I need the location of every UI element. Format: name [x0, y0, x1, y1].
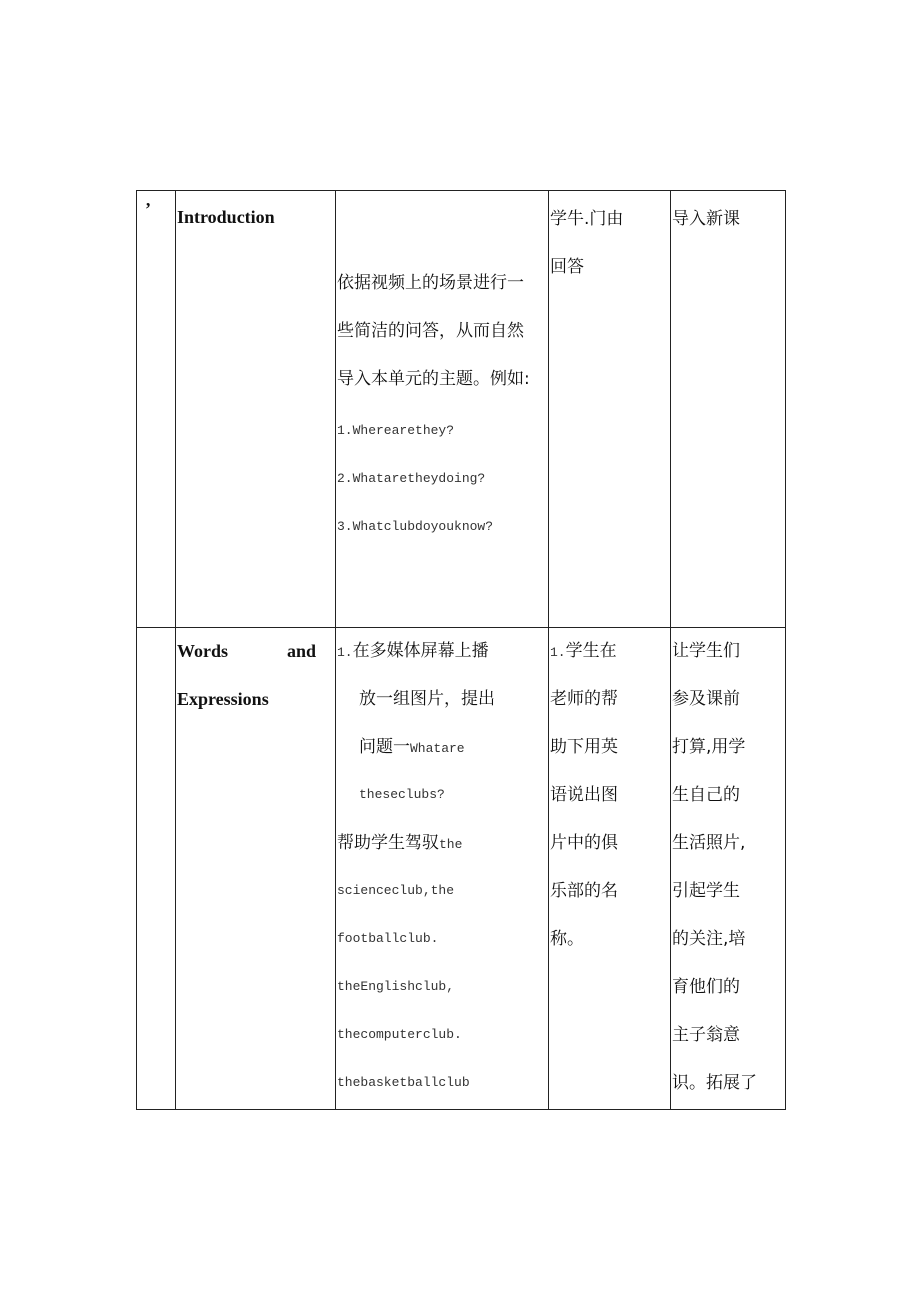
activity-line: 放一组图片，提出 — [359, 689, 495, 709]
student-line: 老师的帮 — [550, 689, 618, 709]
intro-student-activity — [550, 207, 623, 303]
question-item: 2.Whataretheydoing? — [337, 471, 486, 486]
activity-line: 些简洁的问答，从而自然 — [337, 321, 524, 341]
column-divider — [335, 191, 336, 1109]
club-name: scienceclub,the — [337, 883, 455, 898]
row-divider — [137, 627, 785, 628]
club-name: thebasketballclub — [337, 1075, 470, 1090]
step-words-word2: and — [287, 641, 317, 661]
words-activity-text — [337, 639, 495, 1119]
column-divider — [670, 191, 671, 1109]
club-name: footballclub. — [337, 931, 439, 946]
column-divider — [548, 191, 549, 1109]
purpose-line: 生活照片, — [672, 833, 746, 853]
lesson-plan-table — [136, 190, 786, 1110]
activity-line: 问题一 — [359, 737, 410, 757]
activity-line-en: the — [439, 837, 463, 852]
purpose-line: 让学生们 — [672, 641, 740, 661]
activity-line: 帮助学生驾驭 — [337, 833, 439, 853]
row-mark: ’ — [145, 199, 151, 219]
activity-line: 导入本单元的主题。例如: — [337, 369, 530, 389]
purpose-line: 导入新课 — [672, 209, 740, 229]
intro-activity-text — [337, 271, 530, 415]
student-line: 学牛.门由 — [550, 209, 624, 229]
intro-purpose — [672, 207, 740, 255]
activity-number: 1. — [337, 645, 353, 660]
student-line: 学生在 — [565, 641, 617, 661]
student-line: 语说出图 — [550, 785, 618, 805]
intro-questions — [337, 419, 493, 563]
student-number: 1. — [550, 645, 566, 660]
student-line: 乐部的名 — [550, 881, 618, 901]
club-name: theEnglishclub, — [337, 979, 455, 994]
club-name: thecomputerclub. — [337, 1027, 462, 1042]
purpose-line: 主子翁意 — [672, 1025, 740, 1045]
purpose-line: 育他们的 — [672, 977, 740, 997]
activity-line: 依据视频上的场景进行一 — [337, 273, 524, 293]
purpose-line: 打算,用学 — [672, 737, 746, 757]
student-line: 回答 — [550, 257, 584, 277]
question-item: 1.Wherearethey? — [337, 423, 455, 438]
words-student-activity — [550, 639, 618, 975]
student-line: 称。 — [550, 929, 584, 949]
step-words-word1: Words — [177, 641, 229, 661]
purpose-line: 识。拓展了 — [672, 1073, 757, 1093]
activity-line-en: Whatare — [410, 741, 465, 756]
purpose-line: 生自己的 — [672, 785, 740, 805]
column-divider — [175, 191, 176, 1109]
purpose-line: 参及课前 — [672, 689, 740, 709]
step-introduction: Introduction — [177, 207, 275, 227]
words-purpose — [672, 639, 757, 1119]
purpose-line: 引起学生 — [672, 881, 740, 901]
step-expressions: Expressions — [177, 689, 269, 709]
purpose-line: 的关注,培 — [672, 929, 746, 949]
activity-line: 在多媒体屏幕上播 — [352, 641, 489, 661]
student-line: 片中的俱 — [550, 833, 618, 853]
question-item: 3.Whatclubdoyouknow? — [337, 519, 494, 534]
activity-line-en: theseclubs? — [359, 787, 445, 802]
student-line: 助下用英 — [550, 737, 618, 757]
